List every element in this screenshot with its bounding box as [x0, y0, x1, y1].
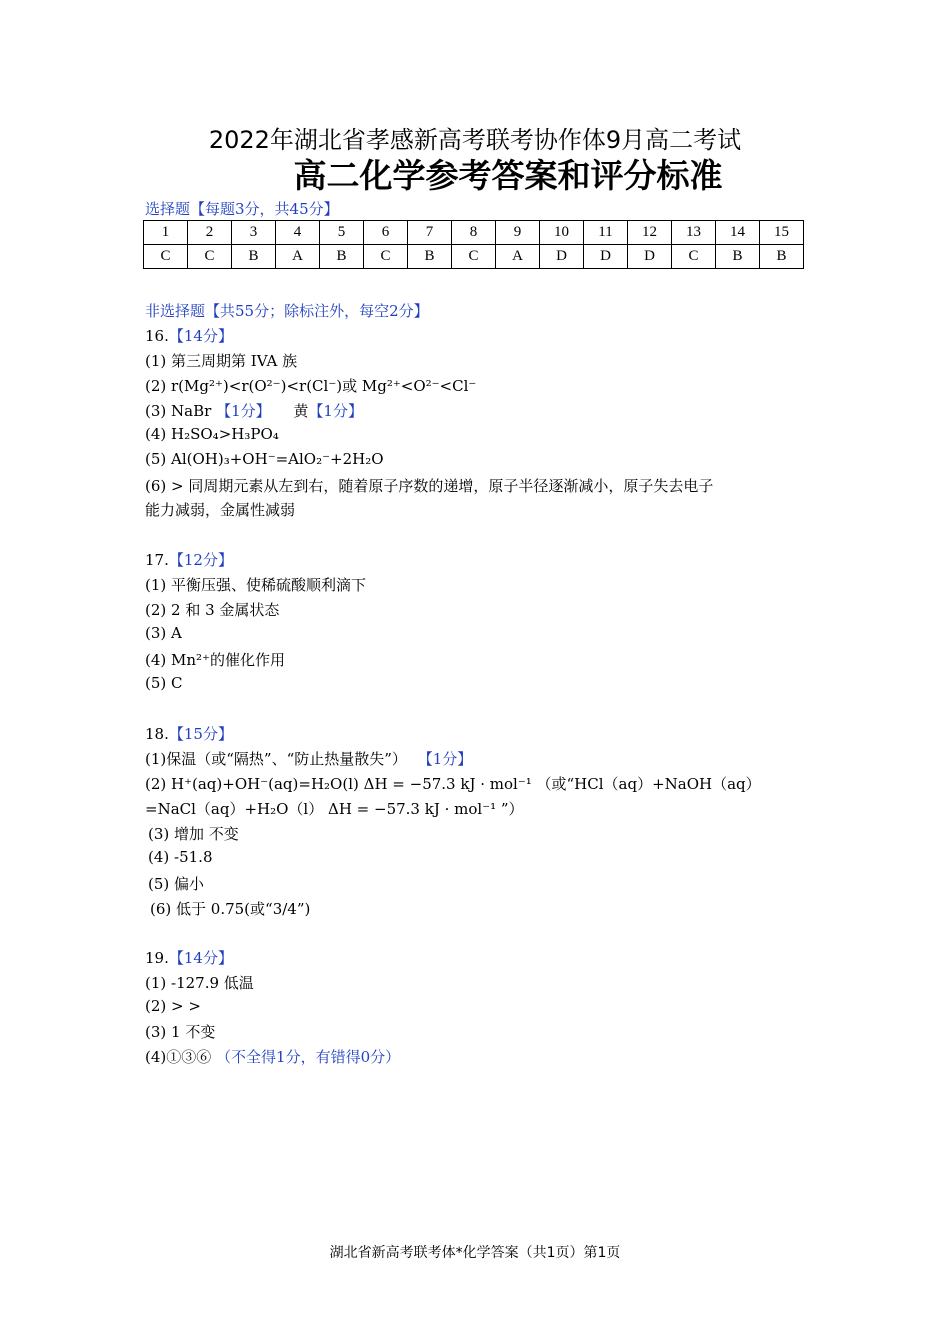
q16-score: 【14分】 [168, 327, 233, 345]
q17-score: 【12分】 [168, 551, 233, 569]
answer-cell: A [276, 245, 320, 269]
choice-heading: 选择题【每题3分，共45分】 [145, 200, 339, 218]
q17-answer-1: (1) 平衡压强、使稀硫酸顺利滴下 [145, 576, 367, 594]
q18-answer-1 [145, 748, 472, 769]
answer-cell: C [452, 245, 496, 269]
q16-number: 16. [145, 327, 169, 345]
q19-answer-3: (3) 1 不变 [145, 1023, 216, 1041]
q17-heading [145, 549, 233, 570]
question-number-cell: 8 [452, 221, 496, 245]
answer-cell: D [540, 245, 584, 269]
question-number-cell: 14 [716, 221, 760, 245]
q18-number: 18. [145, 725, 169, 743]
q18-answer-4: (4) -51.8 [148, 848, 213, 866]
q17-answer-4: (4) Mn²⁺的催化作用 [145, 651, 285, 669]
q16-answer-1: (1) 第三周期第 IVA 族 [145, 352, 298, 370]
q17-number: 17. [145, 551, 169, 569]
question-number-cell: 11 [584, 221, 628, 245]
q19-answer-1: (1) -127.9 低温 [145, 974, 254, 992]
q16-answer-3-text: (3) NaBr [145, 402, 212, 420]
q19-score: 【14分】 [168, 949, 233, 967]
question-number-cell: 13 [672, 221, 716, 245]
q18-answer-5: (5) 偏小 [148, 875, 205, 893]
q16-answer-2: (2) r(Mg²⁺)<r(O²⁻)<r(Cl⁻)或 Mg²⁺<O²⁻<Cl⁻ [145, 377, 477, 395]
question-number-cell: 7 [408, 221, 452, 245]
answer-cell: C [672, 245, 716, 269]
answer-table [143, 220, 804, 269]
answer-cell: A [496, 245, 540, 269]
q18-answer-2-line-2: =NaCl（aq）+H₂O（l） ΔH = −57.3 kJ · mol⁻¹ ”） [145, 800, 524, 818]
q18-answer-1-score: 【1分】 [417, 750, 473, 768]
q18-score: 【15分】 [168, 725, 233, 743]
q19-answer-2: (2) > > [145, 997, 201, 1015]
q16-answer-3-score: 【1分】 [216, 402, 271, 420]
page-title: 高二化学参考答案和评分标准 [293, 156, 723, 195]
q19-answer-4-text: (4)①③⑥ [145, 1048, 212, 1066]
q17-answer-3: (3) A [145, 624, 182, 642]
page-footer: 湖北省新高考联考体*化学答案（共1页）第1页 [329, 1245, 621, 1261]
answer-cell: D [628, 245, 672, 269]
question-number-cell: 4 [276, 221, 320, 245]
q16-answer-3-color: 黄 [293, 402, 309, 420]
q18-heading [145, 723, 233, 744]
q19-answer-4 [145, 1046, 400, 1067]
answer-cell: B [408, 245, 452, 269]
answer-cell: C [188, 245, 232, 269]
q19-answer-4-note: （不全得1分，有错得0分） [216, 1048, 401, 1066]
answer-cell: B [716, 245, 760, 269]
question-number-cell: 9 [496, 221, 540, 245]
q16-answer-4: (4) H₂SO₄>H₃PO₄ [145, 425, 279, 443]
question-number-cell: 5 [320, 221, 364, 245]
answer-cell: C [144, 245, 188, 269]
question-number-cell: 12 [628, 221, 672, 245]
question-number-cell: 15 [760, 221, 804, 245]
answer-cell: B [760, 245, 804, 269]
question-number-cell: 1 [144, 221, 188, 245]
nonchoice-heading: 非选择题【共55分；除标注外，每空2分】 [145, 302, 429, 320]
answer-row [144, 245, 804, 269]
question-number-cell: 2 [188, 221, 232, 245]
q18-answer-1-text: (1)保温（或“隔热”、“防止热量散失”） [145, 750, 407, 768]
q16-answer-6-line-1: (6) > 同周期元素从左到右，随着原子序数的递增，原子半径逐渐减小，原子失去电子 [145, 477, 714, 495]
q19-heading [145, 947, 233, 968]
answer-cell: C [364, 245, 408, 269]
q16-heading [145, 325, 233, 346]
question-number-cell: 10 [540, 221, 584, 245]
q17-answer-2: (2) 2 和 3 金属状态 [145, 601, 280, 619]
q17-answer-5: (5) C [145, 674, 183, 692]
answer-cell: D [584, 245, 628, 269]
answer-cell: B [320, 245, 364, 269]
q18-answer-2-line-1: (2) H⁺(aq)+OH⁻(aq)=H₂O(l) ΔH = −57.3 kJ · mol⁻¹ （或“HCl（aq）+NaOH（aq） [145, 775, 761, 793]
question-number-cell: 3 [232, 221, 276, 245]
answer-cell: B [232, 245, 276, 269]
q16-answer-5: (5) Al(OH)₃+OH⁻=AlO₂⁻+2H₂O [145, 450, 384, 468]
question-number-row [144, 221, 804, 245]
exam-title: 2022年湖北省孝感新高考联考协作体9月高二考试 [208, 126, 742, 154]
q18-answer-3: (3) 增加 不变 [148, 825, 239, 843]
q16-answer-3 [145, 400, 363, 421]
question-number-cell: 6 [364, 221, 408, 245]
q16-answer-6-line-2: 能力减弱，金属性减弱 [145, 501, 296, 519]
q18-answer-6: (6) 低于 0.75(或“3/4”) [150, 900, 311, 918]
q19-number: 19. [145, 949, 169, 967]
q16-answer-3-score-2: 【1分】 [308, 402, 363, 420]
